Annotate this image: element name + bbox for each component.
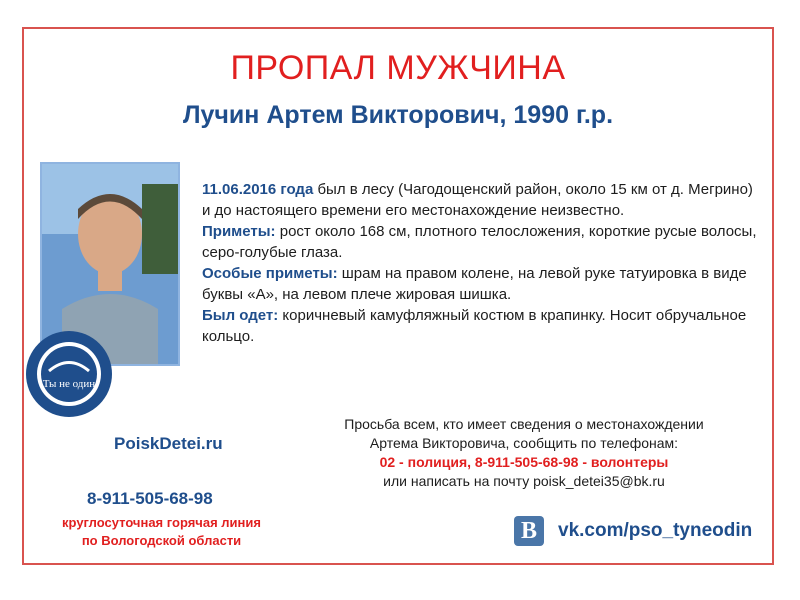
request-line-2: Артема Викторовича, сообщить по телефонам: (369, 435, 679, 451)
hotline-line-2: по Вологодской области (81, 533, 242, 548)
description (202, 179, 762, 347)
special-signs-label: Особые приметы: (202, 265, 338, 282)
special-signs-text: шрам на правом колене, на левой руке татуировка в виде буквы «А», на левом плече жировая шишка. (202, 265, 747, 303)
request-email: или написать на почту poisk_detei35@bk.ru (383, 473, 665, 489)
vk-link[interactable]: vk.com/pso_tyneodin (558, 520, 753, 541)
contact-request (284, 415, 764, 491)
vk-link-block[interactable] (514, 516, 752, 546)
hotline-phone[interactable]: 8-911-505-68-98 (87, 489, 213, 508)
site-link[interactable]: PoiskDetei.ru (114, 434, 223, 453)
missing-person-poster (22, 27, 774, 565)
person-name: Лучин Артем Викторович, 1990 г.р. (182, 101, 614, 129)
clothes-label: Был одет: (202, 307, 279, 324)
date-label: 11.06.2016 года (202, 181, 314, 198)
hotline-caption (34, 514, 289, 550)
clothes-text: коричневый камуфляжный костюм в крапинку. Носит обручальное кольцо. (202, 307, 747, 345)
request-line-1: Просьба всем, кто имеет сведения о местонахождении (344, 416, 704, 432)
date-text: был в лесу (Чагодощенский район, около 15 км от д. Мегрино) и до настоящего времени его местонахождение неизвестно. (202, 181, 753, 219)
vk-icon: В (514, 516, 544, 546)
signs-text: рост около 168 см, плотного телосложения, короткие русые волосы, серо-голубые глаза. (202, 223, 757, 261)
signs-label: Приметы: (202, 223, 276, 240)
poster-title: ПРОПАЛ МУЖЧИНА (230, 49, 566, 87)
hotline-line-1: круглосуточная горячая линия (62, 515, 261, 530)
request-phones: 02 - полиция, 8-911-505-68-98 - волонтеры (379, 454, 669, 470)
volunteer-seal-logo (24, 329, 114, 419)
svg-text:Ты не один: Ты не один (42, 378, 96, 390)
